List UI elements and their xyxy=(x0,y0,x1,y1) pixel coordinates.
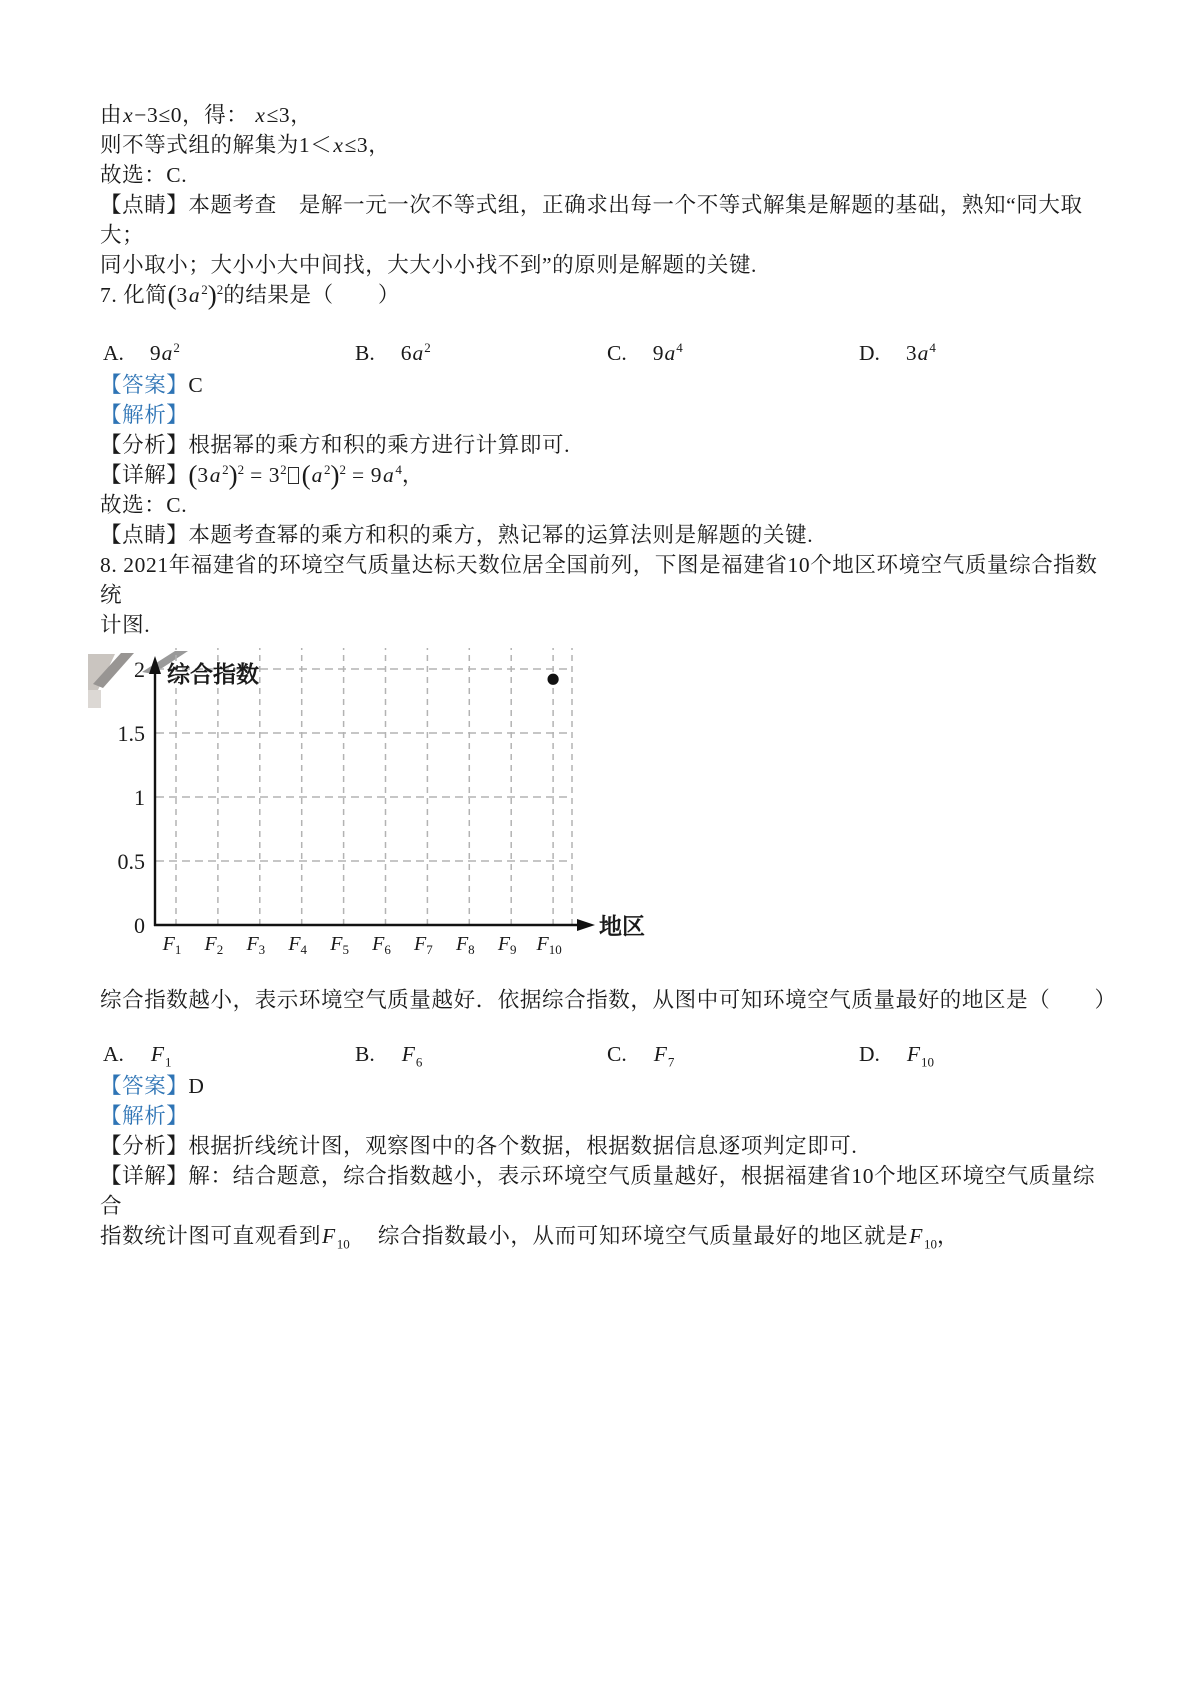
x-tick-label: $F_{10}$ xyxy=(536,933,562,957)
option-value: $9a^2$ xyxy=(149,339,180,365)
x-axis-title: 地区 xyxy=(599,914,645,939)
y-axis-title: 综合指数 xyxy=(167,662,259,687)
x-tick-label: $F_3$ xyxy=(246,933,266,957)
remark-line: 同小取小；大小小大中间找，大大小小找不到”的原则是解题的关键. xyxy=(100,253,758,277)
option-label: A. xyxy=(103,1042,124,1066)
option-label: D. xyxy=(859,341,880,365)
answer-label: 【答案】 xyxy=(100,1074,189,1098)
conclusion-line: 故选：C. xyxy=(100,163,188,187)
answer-label: 【答案】 xyxy=(100,373,189,397)
option-label: D. xyxy=(859,1042,880,1066)
option-label: B. xyxy=(355,341,375,365)
option-value: $F_7$ xyxy=(653,1042,675,1070)
question-8-options xyxy=(103,1037,1115,1071)
option-b xyxy=(355,336,607,370)
x-tick-label: $F_4$ xyxy=(288,933,308,957)
question-7-stem: 7. 化简$(3a^2)^2$的结果是（ ） xyxy=(100,280,401,310)
jiexi-label: 【解析】 xyxy=(100,403,189,427)
option-c xyxy=(607,1037,859,1071)
option-label: C. xyxy=(607,341,627,365)
y-tick-label: 1 xyxy=(134,785,145,810)
option-d xyxy=(859,336,936,370)
air-quality-chart xyxy=(85,648,1115,985)
stem-line: 计图. xyxy=(100,613,151,637)
option-value: $6a^2$ xyxy=(400,339,431,365)
option-label: B. xyxy=(355,1042,375,1066)
x-tick-label: $F_8$ xyxy=(455,933,475,957)
option-label: A. xyxy=(103,341,124,365)
detail-line: 【详解】$(3a^2)^2 = 3^2$ $(a^2)^2 = 9a^4$， xyxy=(100,460,425,490)
solution-step-line: 由x−3≤0，得： x≤3， xyxy=(100,103,313,127)
y-tick-label: 0.5 xyxy=(117,849,145,874)
option-b xyxy=(355,1037,607,1071)
analysis-header xyxy=(100,1101,1115,1131)
option-a xyxy=(103,1037,355,1071)
answer-value: D xyxy=(188,1074,205,1098)
analysis-line: 【分析】根据幂的乘方和积的乘方进行计算即可. xyxy=(100,433,571,457)
conclusion-line: 故选：C. xyxy=(100,493,188,517)
stem-line: 8. 2021年福建省的环境空气质量达标天数位居全国前列，下图是福建省10个地区环境空气质量综合指数统 xyxy=(100,553,1098,607)
remark-paragraph: 【点睛】本题考查幂的乘方和积的乘方，熟记幂的运算法则是解题的关键. xyxy=(100,523,814,547)
y-tick-label: 1.5 xyxy=(117,721,145,746)
remark-line: 【点睛】本题考查 是解一元一次不等式组，正确求出每一个不等式解集是解题的基础，熟知“同大取大； xyxy=(100,193,1083,247)
y-tick-label: 2 xyxy=(134,657,145,682)
answer-value: C xyxy=(188,373,204,397)
detail-line: 【详解】解：结合题意，综合指数越小，表示环境空气质量越好，根据福建省10个地区环境空气质量综合 xyxy=(100,1164,1096,1218)
solution-step-line: 则不等式组的解集为1＜x≤3， xyxy=(100,133,391,157)
x-tick-label: $F_6$ xyxy=(372,933,391,957)
question-7-options xyxy=(103,336,1115,370)
detail-line: 指数统计图可直观看到$F_{10}$ 综合指数最小，从而可知环境空气质量最好的地区就是$F_{10}$， xyxy=(100,1224,960,1252)
x-tick-label: $F_5$ xyxy=(330,933,349,957)
question-8-question-line: 综合指数越小，表示环境空气质量越好．依据综合指数，从图中可知环境空气质量最好的地区是（ ） xyxy=(100,988,1117,1012)
option-value: $F_6$ xyxy=(401,1042,423,1070)
option-c xyxy=(607,336,859,370)
option-value: $9a^4$ xyxy=(652,339,683,365)
x-tick-label: $F_9$ xyxy=(497,933,517,957)
analysis-header xyxy=(100,400,1115,430)
y-tick-label: 0 xyxy=(134,913,145,938)
analysis-line: 【分析】根据折线统计图，观察图中的各个数据，根据数据信息逐项判定即可. xyxy=(100,1134,858,1158)
answer-line xyxy=(100,370,1115,400)
answer-line xyxy=(100,1071,1115,1101)
x-tick-label: $F_2$ xyxy=(204,933,224,957)
jiexi-label: 【解析】 xyxy=(100,1104,189,1128)
option-value: $F_{10}$ xyxy=(906,1042,935,1070)
data-point xyxy=(548,674,559,685)
x-tick-label: $F_7$ xyxy=(414,933,433,957)
remark-paragraph xyxy=(100,190,1115,280)
scatter-chart-canvas xyxy=(85,648,665,980)
option-label: C. xyxy=(607,1042,627,1066)
option-d xyxy=(859,1037,934,1071)
option-value: $F_1$ xyxy=(150,1042,172,1070)
option-value: $3a^4$ xyxy=(905,339,936,365)
x-tick-label: $F_1$ xyxy=(162,933,182,957)
x-axis-arrow xyxy=(577,919,595,931)
option-a xyxy=(103,336,355,370)
question-8-stem xyxy=(100,550,1115,640)
